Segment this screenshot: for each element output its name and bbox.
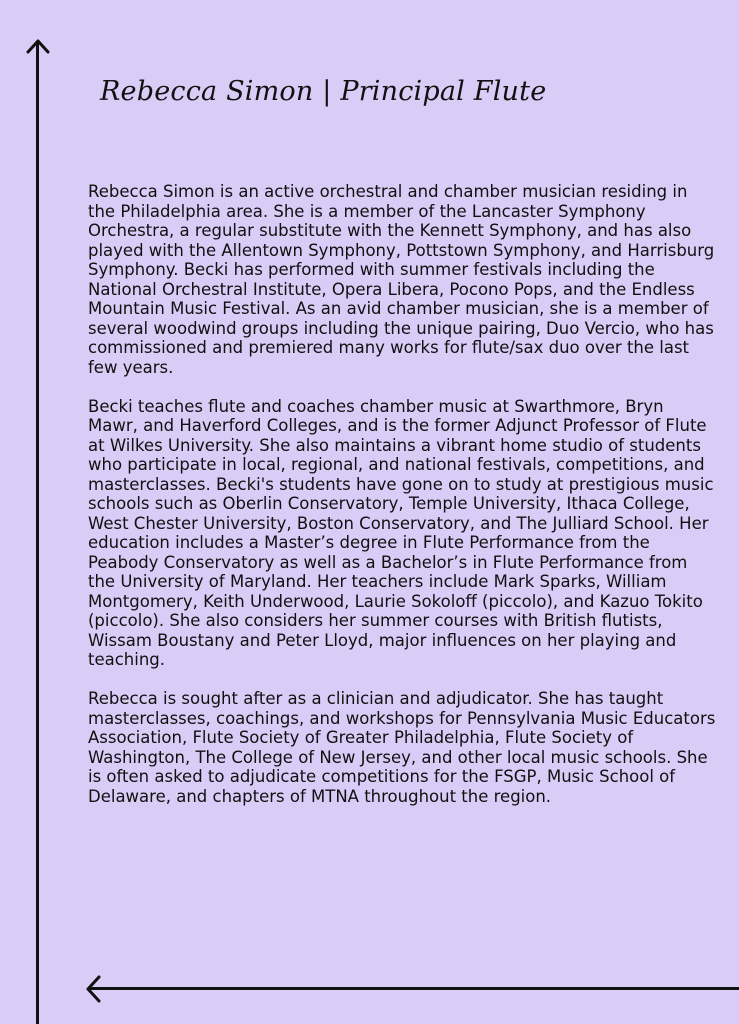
bio-paragraph-2: Becki teaches flute and coaches chamber music at Swarthmore, Bryn Mawr, and Haverford Colleges, and is the former Adjunct Professor of Flute at Wilkes University. She also maintains a vibrant home studio of students who participate in local, regional, and national festivals, competitions, and masterclasses. Becki's students have gone on to study at prestigious music schools such as Oberlin Conservatory, Temple University, Ithaca College, West Chester University, Boston Conservatory, and The Julliard School. Her education includes a Master’s degree in Flute Performance from the Peabody Conservatory as well as a Bachelor’s in Flute Performance from the University of Maryland. Her teachers include Mark Sparks, William Montgomery, Keith Underwood, Laurie Sokoloff (piccolo), and Kazuo Tokito (piccolo). She also considers her summer courses with British flutists, Wissam Boustany and Peter Lloyd, major influences on her playing and teaching.: [88, 396, 714, 669]
arrow-left-icon: [84, 975, 102, 1003]
bio-text: [88, 182, 718, 826]
page-title: Rebecca Simon | Principal Flute: [100, 76, 547, 107]
vertical-axis-line: [36, 42, 39, 1024]
arrow-up-icon: [26, 38, 50, 54]
horizontal-axis-line: [90, 987, 739, 990]
bio-paragraph-3: Rebecca is sought after as a clinician and adjudicator. She has taught masterclasses, coachings, and workshops for Pennsylvania Music Educators Association, Flute Society of Greater Philadelphia, Flute Society of Washington, The College of New Jersey, and other local music schools. She is often asked to adjudicate competitions for the FSGP, Music School of Delaware, and chapters of MTNA throughout the region.: [88, 689, 716, 806]
bio-paragraph-1: Rebecca Simon is an active orchestral and chamber musician residing in the Philadelphia area. She is a member of the Lancaster Symphony Orchestra, a regular substitute with the Kennett Symphony, and has also played with the Allentown Symphony, Pottstown Symphony, and Harrisburg Symphony. Becki has performed with summer festivals including the National Orchestral Institute, Opera Libera, Pocono Pops, and the Endless Mountain Music Festival. As an avid chamber musician, she is a member of several woodwind groups including the unique pairing, Duo Vercio, who has commissioned and premiered many works for flute/sax duo over the last few years.: [88, 182, 715, 377]
